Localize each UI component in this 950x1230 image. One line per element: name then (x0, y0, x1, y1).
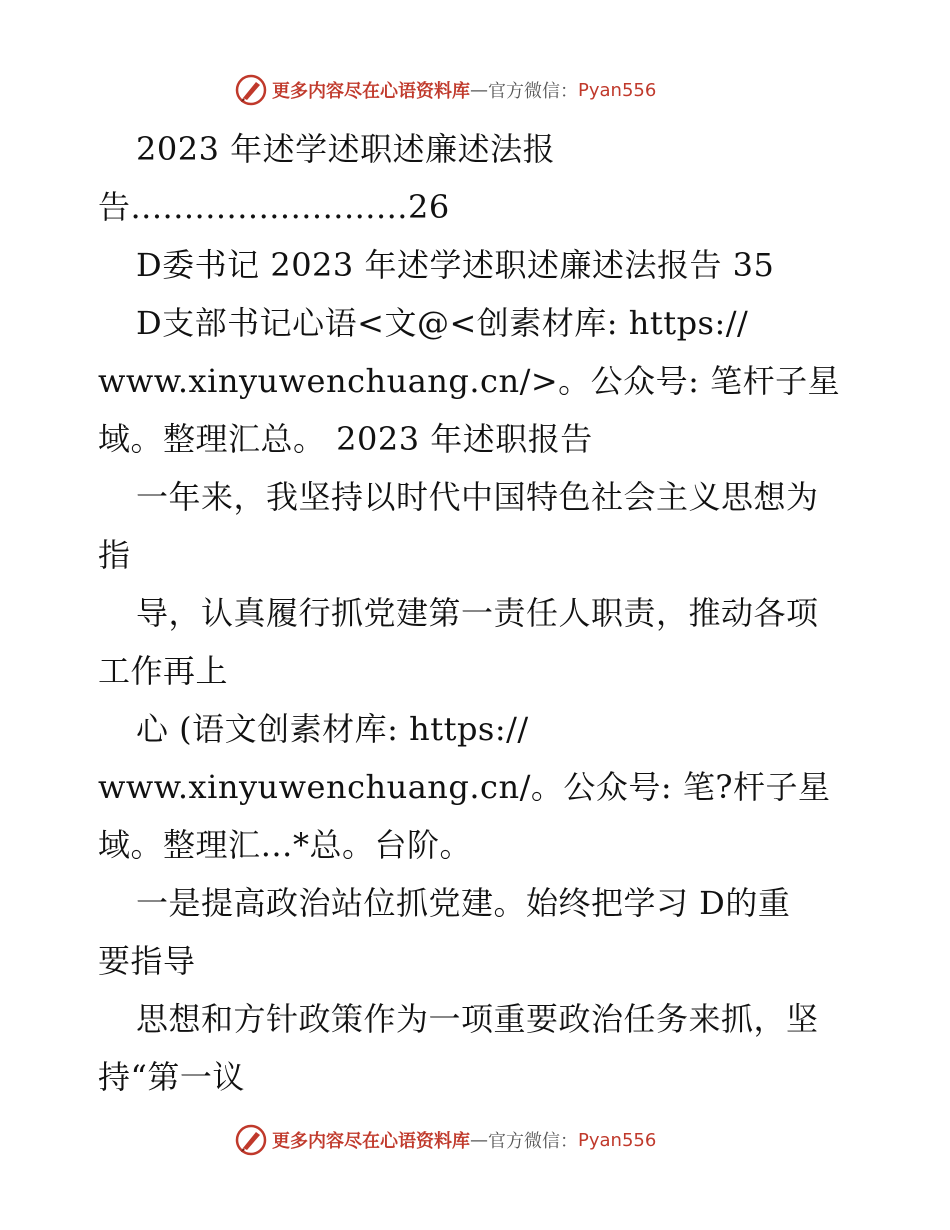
banner-dash: — (470, 79, 488, 101)
doc-line-16: 思想和方针政策作为一项重要政治任务来抓，坚 (136, 1000, 819, 1038)
doc-line-8: 指 (98, 536, 131, 574)
footer-watermark-banner (234, 1122, 656, 1158)
doc-line-13: 域。整理汇…*总。台阶。 (98, 826, 473, 864)
doc-line-7: 一年来，我坚持以时代中国特色社会主义思想为 (136, 478, 819, 516)
doc-line-1: 2023 年述学述职述廉述法报 (136, 130, 556, 168)
doc-line-5: www.xinyuwenchuang.cn/>。公众号: 笔杆子星 (98, 362, 841, 400)
pen-logo-icon (234, 73, 268, 107)
header-watermark-banner (234, 72, 656, 108)
banner-wechat-id: Pyan556 (578, 1129, 657, 1151)
doc-line-4: D支部书记心语<文@<创素材库: https:// (136, 304, 749, 342)
doc-line-15: 要指导 (98, 942, 196, 980)
doc-line-3: D委书记 2023 年述学述职述廉述法报告 35 (136, 246, 775, 284)
doc-line-12: www.xinyuwenchuang.cn/。公众号: 笔?杆子星 (98, 768, 831, 806)
doc-line-6: 域。整理汇总。 2023 年述职报告 (98, 420, 593, 458)
doc-line-14: 一是提高政治站位抓党建。始终把学习 D的重 (136, 884, 791, 922)
banner-wechat-id: Pyan556 (578, 79, 657, 101)
doc-line-2: 告..........................26 (98, 188, 450, 226)
banner-official-label: 官方微信： (488, 1131, 578, 1152)
banner-dash: — (470, 1129, 488, 1151)
banner-main-text: 更多内容尽在心语资料库 (272, 81, 470, 102)
banner-main-text: 更多内容尽在心语资料库 (272, 1131, 470, 1152)
document-body (98, 120, 858, 1106)
doc-line-9: 导，认真履行抓党建第一责任人职责，推动各项 (136, 594, 819, 632)
doc-line-17: 持“第一议 (98, 1058, 245, 1096)
pen-logo-icon (234, 1123, 268, 1157)
doc-line-11: 心 (语文创素材库: https:// (136, 710, 529, 748)
doc-line-10: 工作再上 (98, 652, 229, 690)
banner-official-label: 官方微信： (488, 81, 578, 102)
